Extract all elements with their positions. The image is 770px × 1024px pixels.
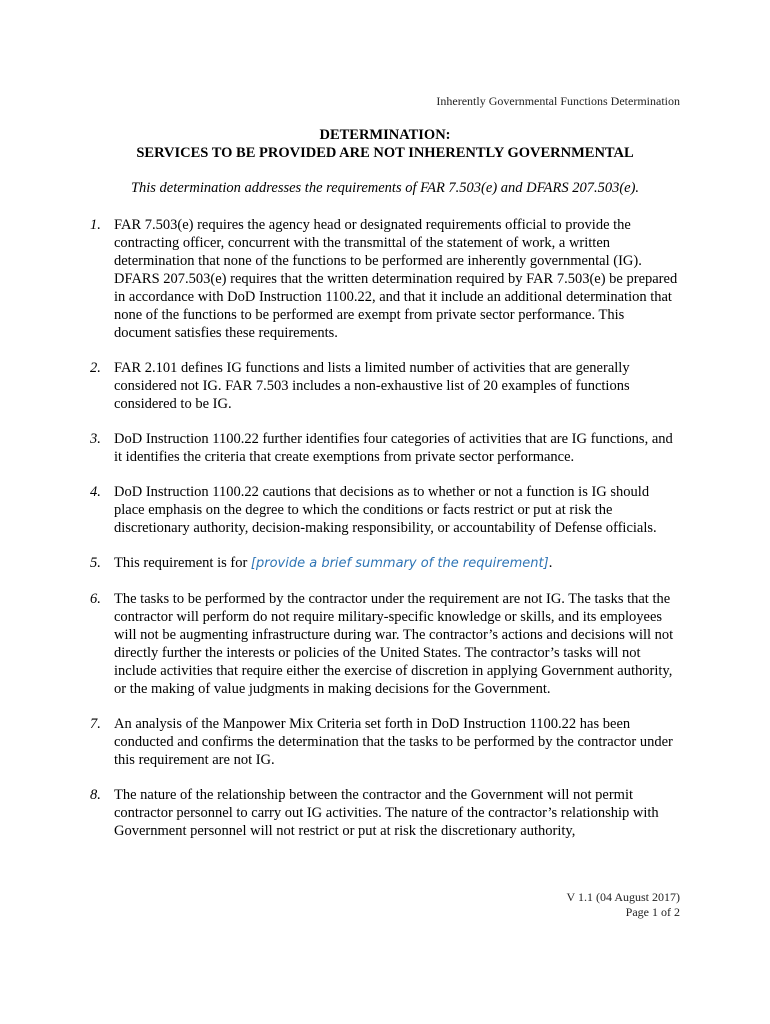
item-text	[114, 554, 682, 573]
item-text-before: This requirement is for	[114, 555, 251, 571]
item-text: DoD Instruction 1100.22 further identifies four categories of activities that are IG functions, and it identifies the criteria that create exemptions from private sector performance.	[114, 431, 673, 465]
item-number: 7.	[90, 716, 101, 732]
list-item	[90, 554, 682, 573]
list-item	[90, 786, 682, 840]
document-title	[0, 126, 770, 162]
requirement-summary-placeholder[interactable]: [provide a brief summary of the requirement]	[250, 556, 549, 571]
list-item	[90, 590, 682, 698]
version-label: V 1.1 (04 August 2017)	[566, 890, 680, 904]
list-item	[90, 430, 682, 466]
list-item	[90, 216, 682, 342]
item-number: 5.	[90, 555, 101, 571]
item-number: 4.	[90, 484, 101, 500]
intro-statement: This determination addresses the requirements of FAR 7.503(e) and DFARS 207.503(e).	[130, 180, 640, 196]
list-item	[90, 483, 682, 537]
item-number: 2.	[90, 360, 101, 376]
title-line-2: SERVICES TO BE PROVIDED ARE NOT INHERENTLY GOVERNMENTAL	[136, 145, 634, 161]
running-header: Inherently Governmental Functions Determination	[436, 94, 680, 108]
list-item	[90, 715, 682, 769]
item-text: FAR 7.503(e) requires the agency head or designated requirements official to provide the contracting officer, concurrent with the transmittal of the statement of work, a written determination that none of the functions to be performed are inherently governmental (IG). DFARS 207.503(e) requires that the written determination required by FAR 7.503(e) be prepared in accordance with DoD Instruction 1100.22, and that it include an additional determination that none of the functions to be performed are exempt from private sector performance. This document satisfies these requirements.	[114, 217, 678, 341]
item-text: FAR 2.101 defines IG functions and lists a limited number of activities that are generally considered not IG. FAR 7.503 includes a non-exhaustive list of 20 examples of functions considered to be IG.	[114, 360, 630, 412]
item-number: 6.	[90, 591, 101, 607]
page-number: Page 1 of 2	[625, 905, 680, 919]
list-item	[90, 359, 682, 413]
determination-list	[90, 216, 682, 857]
item-number: 8.	[90, 787, 101, 803]
item-text: An analysis of the Manpower Mix Criteria set forth in DoD Instruction 1100.22 has been conducted and confirms the determination that the tasks to be performed by the contractor under this requirement are not IG.	[114, 716, 673, 768]
page-footer	[567, 890, 680, 920]
title-line-1: DETERMINATION:	[319, 127, 451, 143]
item-number: 3.	[90, 431, 101, 447]
item-text-after: .	[548, 555, 553, 571]
item-text: The nature of the relationship between the contractor and the Government will not permit contractor personnel to carry out IG activities. The nature of the contractor’s relationship with Government personnel will not restrict or put at risk the discretionary authority,	[114, 787, 659, 839]
item-text: The tasks to be performed by the contractor under the requirement are not IG. The tasks that the contractor will perform do not require military-specific knowledge or skills, and its employees will not be augmenting infrastructure during war. The contractor’s actions and decisions will not directly further the interests or policies of the United States. The contractor’s tasks will not include activities that require either the exercise of discretion in applying Government authority, or the making of value judgments in making decisions for the Government.	[114, 591, 674, 697]
item-number: 1.	[90, 217, 101, 233]
item-text: DoD Instruction 1100.22 cautions that decisions as to whether or not a function is IG should place emphasis on the degree to which the conditions or facts restrict or put at risk the discretionary authority, decision-making responsibility, or accountability of Defense officials.	[114, 484, 657, 536]
